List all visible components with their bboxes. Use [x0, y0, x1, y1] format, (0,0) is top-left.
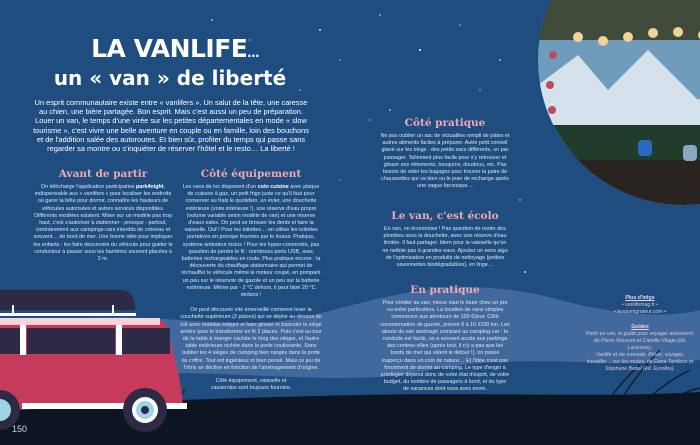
- van-interior-photo: [538, 0, 700, 205]
- section-heading: Le van, c'est écolo: [391, 210, 499, 222]
- section-text: Ne pas oublier un sac de victuailles rempli de pâtes et autres aliments faciles à préparer. Autre petit conseil glané sur les blogs : des petits sacs différents, un par passager. Tellement plus facile pour s'y retrouver et glisser ses vêtements, bouquins, doudous, etc. Pas besoin de vider les bagages pour trouver la paire de chaussettes qui va bien ou le jean de rechange après une vague farcesque…: [380, 133, 510, 190]
- app-name: park4night: [136, 184, 164, 190]
- section-heading: Côté équipement: [200, 168, 302, 180]
- info-link[interactable]: • levanmigrateur.com •: [614, 309, 666, 315]
- section-text: Pour s'initier au van, mieux vaut le louer chez un pro ou entre particuliers. La location de vans simples commence aux alentours de 100 €/jour. Côté consommation de gazole, prévoir 8 à 10 l/100 km. Les atouts du van aménagé comparé au camping-car : la conduite est facile, on a souvent accès aux parkings des centres-villes (après tout, il n'y a pas que les bords de mer qui valent le détour !), on passe inaperçu dans un coin de nature… Et l'idée n'est pas forcément de dormir au camping. Le type d'engin à privilégier dépend donc de votre état d'esprit, de votre budget, du nombre de passagers à bord, et du type de vacances dont vous avez envie.: [380, 300, 510, 393]
- title-line-1: LA VANLIFE: [91, 34, 248, 63]
- section-text: On télécharge l'application participative park4night, indispensable aux « vanlifers » pour localiser les endroits où garer la bête pour dormir, connaître les hauteurs de véhicules autorisées et autres services disponibles. Différents modèles existent. Miser sur un modèle pas trop haut, c'est s'autoriser à stationner - presque - partout, contrairement aux campings-cars interdits de créneau et souvent… de bord de mer. Une bonne idée pour impliquer les enfants : les faire descendre du véhicule pour guider le conducteur à passer sous les barrières souvent placées à 2 m.: [33, 184, 173, 263]
- section-text: En van, on économise ! Pas question de rester des plombes sous la douchette, avec une réserve d'eau limitée. Il faut partager. Idem pour la vaisselle qu'on ne nettoie pas à grandes eaux. Ajoutez un sens aigu de l'optimisation en produits de nettoyage (petites savonnettes biodégradables), en linge…: [382, 226, 508, 269]
- section-cote-pratique: [380, 117, 510, 191]
- guides-heading: Guides: [631, 324, 649, 330]
- intro-paragraph: Un esprit communautaire existe entre « vanlifers ». Un salut de la tête, une caresse au chien, une bière partagée. Bon esprit. Mais c'est aussi un peu de préparation. Louer un van, le temps d'une virée sur les petites départementales en mode « slow tourisme », c'est vivre une belle aventure en couple ou en famille, loin des bouchons et de l'addition salée des autoroutes. Et bien sûr, profiter du temps qui passe sans regarder sa montre ou s'inquiéter de réserver l'hôtel et le resto… La liberté !: [33, 98, 309, 154]
- info-box: [585, 295, 695, 373]
- page-number: 150: [12, 424, 28, 434]
- page-title: [90, 34, 260, 68]
- section-heading: En pratique: [410, 284, 480, 296]
- title-ellipsis: …: [247, 46, 259, 60]
- section-heading: Côté pratique: [404, 117, 486, 129]
- section-cote-equipement: [180, 168, 322, 392]
- section-text: Les vans de loc disposent d'un coin cuisine avec plaque de cuisson à gaz, un petit frigo juste ce qu'il faut pour conserver au frais le quotidien, un évier, une douchette extérieure (voire intérieure !), une réserve d'eau propre (volume variable selon modèle de van) et une réserve d'eaux sales. On peut se brosser les dents et faire la vaisselle. Ouf ! Pour les toilettes… on utilise les toilettes portatives en principe fournies par le loueur. Pratique, système antiodeur inclus ! Pour les hyper-connectés, pas question de perdre le fil : nombreux ports USB, avec batteries rechargeables en route. Plus pratique encore : la découverte du chauffage stationnaire qui permet de réchauffer le véhicule même le moteur coupé, en pompant un peu sur le réservoir de gazole et un peu sur la batterie extérieure. Même par - 2 °C dehors, il peut faire 20 °C dedans !: [181, 184, 321, 299]
- section-van-ecolo: [380, 210, 510, 269]
- guide-item: Vanlife et vie nomade. Rêver, voyager, travailler… sur les routes, de Dana Tardieux et Stéphane Boitel (éd. Eyrolles).: [586, 352, 694, 372]
- guide-item: Partir en van, le guide pour voyager autrement, de Pierre Rousset et Camille Vitage (éd. Larousse).: [585, 331, 695, 351]
- page-subtitle: un « van » de liberté: [53, 66, 287, 90]
- section-en-pratique: [380, 284, 510, 394]
- section-heading: Avant de partir: [58, 168, 148, 180]
- section-avant-de-partir: [33, 168, 173, 263]
- info-heading: Plus d'infos: [625, 295, 655, 301]
- section-text-2: On peut découvrir vite émerveillé comment lever la couchette supérieure (2 places) qui se déplie au-dessus du toit avec matelas intégré et faire glisser et basculer le siège arrière pour le transformer en lit 2 places. Puis c'est au tour de la table à manger cachée le long des sièges, et l'autre table extérieure nichée dans la porte coulissante. Sans oublier les 4 sièges de camping bien rangés dans la porte du coffre. Tout est ingénieux et bien pensé. Mais ce jeu de Tétris se décline en fonction de l'aménagement d'origine.: [180, 307, 322, 371]
- section-text-3: Côté équipement, vaisselle et casseroles sont toujours fournies.: [210, 378, 292, 392]
- info-link[interactable]: • vanlifemag.fr •: [621, 302, 659, 308]
